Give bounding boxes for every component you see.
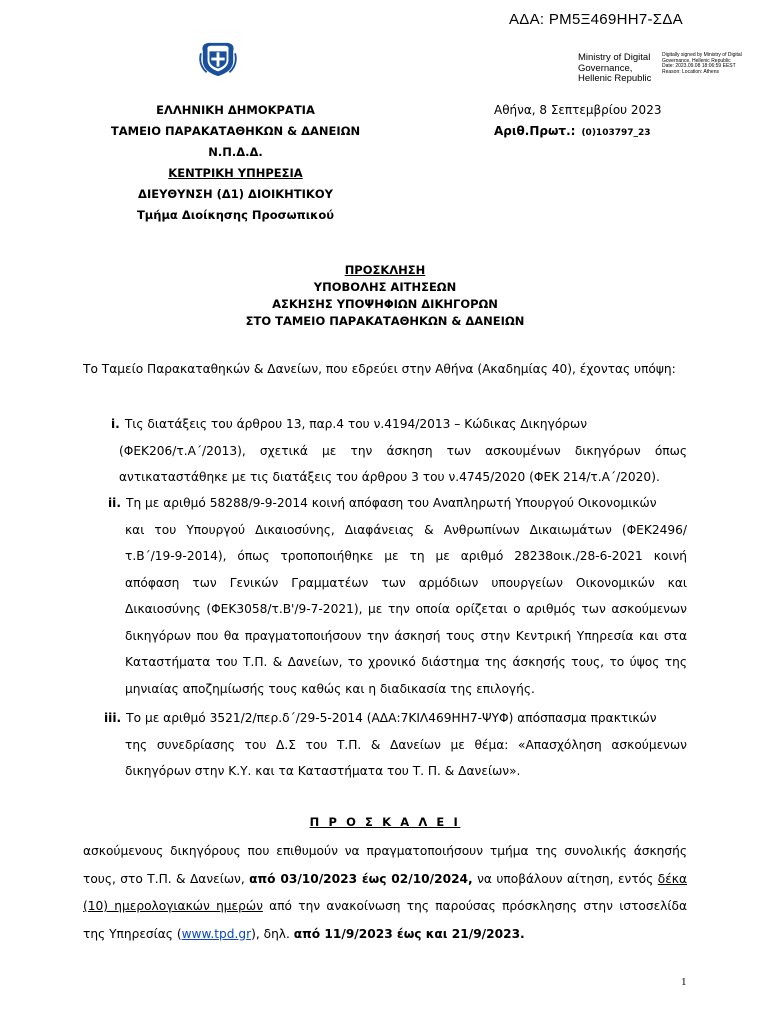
consideration-item — [104, 705, 687, 785]
signature-name: Ministry of Digital Governance, Hellenic Republic — [578, 52, 652, 84]
title-line: ΥΠΟΒΟΛΗΣ ΑΙΤΗΣΕΩΝ — [313, 280, 457, 294]
document-date: Αθήνα, 8 Σεπτεμβρίου 2023 — [494, 103, 662, 117]
item-text-first: Το με αριθμό 3521/2/περ.δ΄/29-5-2014 (ΑΔΑ:7ΚΙΛ469ΗΗ7-ΨΥΦ) απόσπασμα πρακτικών — [126, 711, 657, 725]
signature-details: Digitally signed by Ministry of Digital Governance, Hellenic Republic Date: 2023.09.08 18:06:59 EEST Reason: Location: Athens — [662, 52, 742, 75]
org-line: ΤΑΜΕΙΟ ΠΑΡΑΚΑΤΑΘΗΚΩΝ & ΔΑΝΕΙΩΝ — [110, 124, 361, 138]
consideration-item — [111, 411, 687, 491]
proskalei-heading: Π Ρ Ο Σ Κ Α Λ Ε Ι — [309, 815, 461, 829]
org-line: ΕΛΛΗΝΙΚΗ ΔΗΜΟΚΡΑΤΙΑ — [156, 103, 315, 117]
call-text: ασκούμενους δικηγόρους που επιθυμούν να πραγματοποιήσουν τμήμα της συνολικής άσκησής τους, στο Τ.Π. & Δανείων, — [83, 844, 687, 886]
item-number: i. — [111, 417, 120, 431]
date-protocol-block — [494, 100, 661, 144]
item-text-rest: και του Υπουργού Δικαιοσύνης, Διαφάνειας & Ανθρωπίνων Δικαιωμάτων (ΦΕΚ2496/τ.Β΄/19-9-2014), όπως τροποποιήθηκε με τη με αριθμό 28238οικ./28-6-2021 κοινή απόφαση των Γενικών Γραμματέων των αρμόδιων υπουργείων Οικονομικών και Δικαιοσύνης (ΦΕΚ3058/τ.Β'/9-7-2021), με την οποία ορίζεται ο αριθμός των ασκούμενων δικηγόρων που θα πραγματοποιήσουν την άσκησή τους στην Κεντρική Υπηρεσία και στα Καταστήματα του Τ.Π. & Δανείων, το χρονικό διάστημα της άσκησής τους, το ύψος της μηνιαίας αποζημίωσής τους καθώς και η διαδικασία της επιλογής. — [125, 522, 687, 696]
call-text: ), δηλ. — [251, 926, 294, 941]
call-application-dates: από 11/9/2023 έως και 21/9/2023. — [293, 926, 525, 941]
title-line: ΠΡΟΣΚΛΗΣΗ — [344, 263, 426, 277]
org-line: Τμήμα Διοίκησης Προσωπικού — [136, 208, 335, 222]
protocol-number — [494, 121, 661, 144]
call-deadline-days: δέκα (10) ημερολογιακών ημερών — [83, 871, 687, 913]
item-text-rest: (ΦΕΚ206/τ.Α΄/2013), σχετικά με την άσκηση των ασκουμένων δικηγόρων όπως αντικαταστάθηκε με τις διατάξεις του άρθρου 3 του ν.4745/2020 (ΦΕΚ 214/τ.Α΄/2020). — [119, 443, 687, 484]
document-title — [0, 262, 770, 330]
org-line: Ν.Π.Δ.Δ. — [208, 145, 263, 159]
call-text: από την ανακοίνωση της παρούσας πρόσκλησης στην ιστοσελίδα της Υπηρεσίας ( — [83, 899, 687, 941]
org-line: ΚΕΝΤΡΙΚΗ ΥΠΗΡΕΣΙΑ — [168, 166, 303, 180]
item-number: iii. — [104, 711, 122, 725]
protocol-value: (0)103797_23 — [581, 128, 651, 138]
title-line: ΣΤΟ ΤΑΜΕΙΟ ΠΑΡΑΚΑΤΑΘΗΚΩΝ & ΔΑΝΕΙΩΝ — [245, 314, 525, 328]
call-text: να υποβάλουν αίτηση, εντός — [472, 871, 658, 886]
title-line: ΑΣΚΗΣΗΣ ΥΠΟΨΗΦΙΩΝ ΔΙΚΗΓΟΡΩΝ — [272, 297, 498, 311]
call-period: από 03/10/2023 έως 02/10/2024, — [249, 871, 473, 886]
website-link[interactable]: www.tpd.gr — [181, 926, 252, 941]
item-text-first: Τη με αριθμό 58288/9-9-2014 κοινή απόφαση του Αναπληρωτή Υπουργού Οικονομικών — [126, 496, 657, 510]
item-text-first: Τις διατάξεις του άρθρου 13, παρ.4 του ν.4194/2013 – Κώδικας Δικηγόρων — [124, 417, 588, 431]
call-paragraph — [83, 838, 687, 948]
page-number: 1 — [681, 976, 687, 988]
item-text-rest: της συνεδρίασης του Δ.Σ του Τ.Π. & Δανείων με θέμα: «Απασχόληση ασκούμενων δικηγόρων στην Κ.Υ. και τα Καταστήματα του Τ. Π. & Δανείων». — [125, 737, 687, 778]
consideration-item — [108, 490, 687, 702]
org-line: ΔΙΕΥΘΥΝΣΗ (Δ1) ΔΙΟΙΚΗΤΙΚΟΥ — [138, 187, 333, 201]
ada-code: ΑΔΑ: ΡΜ5Ξ469ΗΗ7-ΣΔΑ — [509, 11, 683, 28]
protocol-label: Αριθ.Πρωτ.: — [494, 124, 576, 138]
intro-paragraph: Το Ταμείο Παρακαταθηκών & Δανείων, που εδρεύει στην Αθήνα (Ακαδημίας 40), έχοντας υπόψη: — [83, 362, 676, 376]
issuing-authority — [103, 100, 368, 226]
greek-coat-of-arms-icon — [199, 40, 237, 78]
item-number: ii. — [108, 496, 121, 510]
